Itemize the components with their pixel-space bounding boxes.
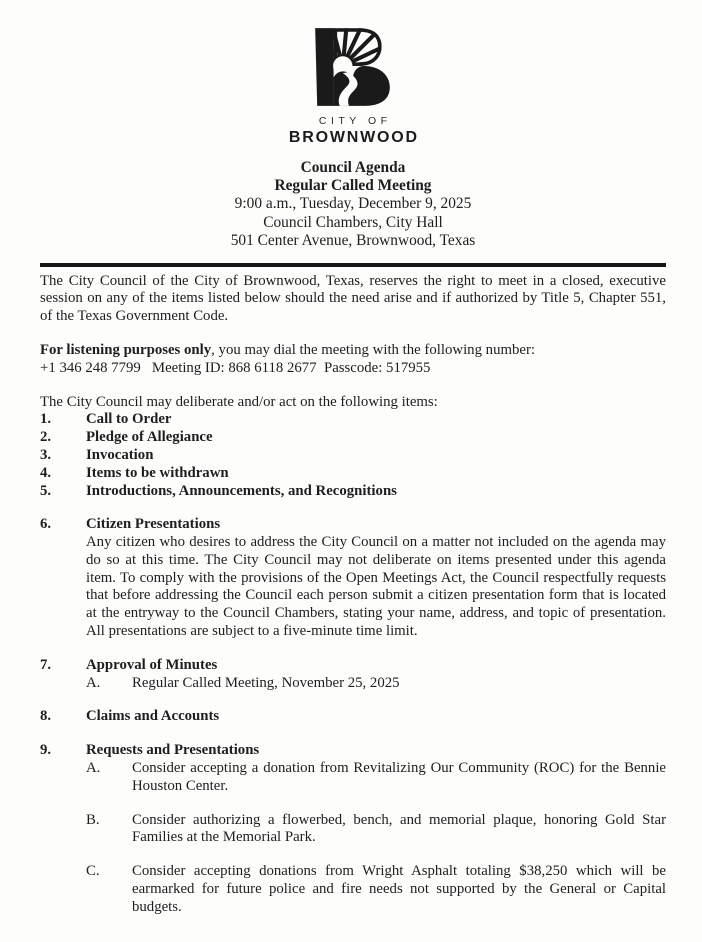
item-number: 9. [40,742,52,759]
city-logo [40,26,666,146]
item-title: Approval of Minutes [86,656,218,673]
agenda-item-9 [40,742,666,916]
meeting-location: Council Chambers, City Hall [263,213,443,231]
meeting-type: Regular Called Meeting [274,176,432,194]
agenda-item-1 [40,411,666,429]
subitem-text: Consider accepting a donation from Revitalizing Our Community (ROC) for the Bennie Houston Center. [132,760,666,794]
agenda-subitem-9a [86,760,666,796]
item-title: Requests and Presentations [86,742,260,759]
logo-brownwood-text: BROWNWOOD [288,128,419,146]
subitem-text: Consider authorizing a flowerbed, bench, and memorial plaque, honoring Gold Star Families at the Memorial Park. [132,811,666,846]
item-number: 3. [40,446,52,463]
subitem-text: Consider accepting donations from Wright Asphalt totaling $38,250 which will be earmarked for future police and fire needs not supported by the General or Capital budgets. [132,863,666,915]
item-number: 8. [40,708,52,725]
agenda-subitem-9b [86,812,666,848]
subitem-letter: B. [86,811,100,828]
brownwood-b-sun-road-icon [308,26,398,108]
item-title: Call to Order [86,411,172,428]
document-header [40,159,666,251]
deliberate-notice: The City Council may deliberate and/or act on the following items: [40,393,438,410]
item-body: Any citizen who desires to address the City Council on a matter not included on the agenda may do so at this time. The City Council may not deliberate on items presented under this agenda item. To comply with the provisions of the Open Meetings Act, the Council respectfully requests that before addressing the Council each person submit a citizen presentation form that is located at the entryway to the Council Chambers, stating your name, address, and topic of presentation. All presentations are subject to a five-minute time limit. [86,534,666,640]
subitem-text: Regular Called Meeting, November 25, 2025 [132,674,400,691]
agenda-subitem-9c [86,863,666,916]
agenda-item-2 [40,429,666,447]
item-title: Items to be withdrawn [86,464,229,481]
agenda-item-7 [40,657,666,693]
agenda-item-6 [40,516,666,641]
agenda-item-5 [40,483,666,501]
item-number: 5. [40,482,52,499]
closed-session-notice: The City Council of the City of Brownwood, Texas, reserves the right to meet in a closed, executive session on any of the items listed below should the need arise and if authorized by Title 5, Chapter 551, of the Texas Government Code. [40,272,666,325]
meeting-address: 501 Center Avenue, Brownwood, Texas [230,232,476,250]
logo-city-of-text: CITY OF [318,115,392,127]
item-title: Citizen Presentations [86,516,221,533]
item-number: 6. [40,516,52,533]
item-number: 2. [40,429,52,446]
dial-in-info: +1 346 248 7799 Meeting ID: 868 6118 2677 Passcode: 517955 [40,359,431,376]
item-title: Invocation [86,446,154,463]
listening-notice-line [40,342,666,360]
agenda-subitem-7a [86,675,666,693]
agenda-item-4 [40,465,666,483]
item-number: 1. [40,411,52,428]
item-title: Introductions, Announcements, and Recognitions [86,482,397,499]
subitem-letter: A. [86,674,101,691]
item-title: Pledge of Allegiance [86,429,213,446]
listening-notice [40,342,666,378]
item-number: 4. [40,464,52,481]
meeting-datetime: 9:00 a.m., Tuesday, December 9, 2025 [234,195,472,213]
agenda-item-8 [40,708,666,726]
item-number: 7. [40,656,52,673]
divider-rule [40,263,666,267]
item-title: Claims and Accounts [86,708,220,725]
listening-notice-bold: For listening purposes only [40,341,212,358]
subitem-letter: A. [86,760,101,777]
listening-notice-rest: , you may dial the meeting with the following number: [211,341,535,358]
subitem-letter: C. [86,863,100,880]
agenda-item-3 [40,447,666,465]
page-title: Council Agenda [300,158,406,176]
